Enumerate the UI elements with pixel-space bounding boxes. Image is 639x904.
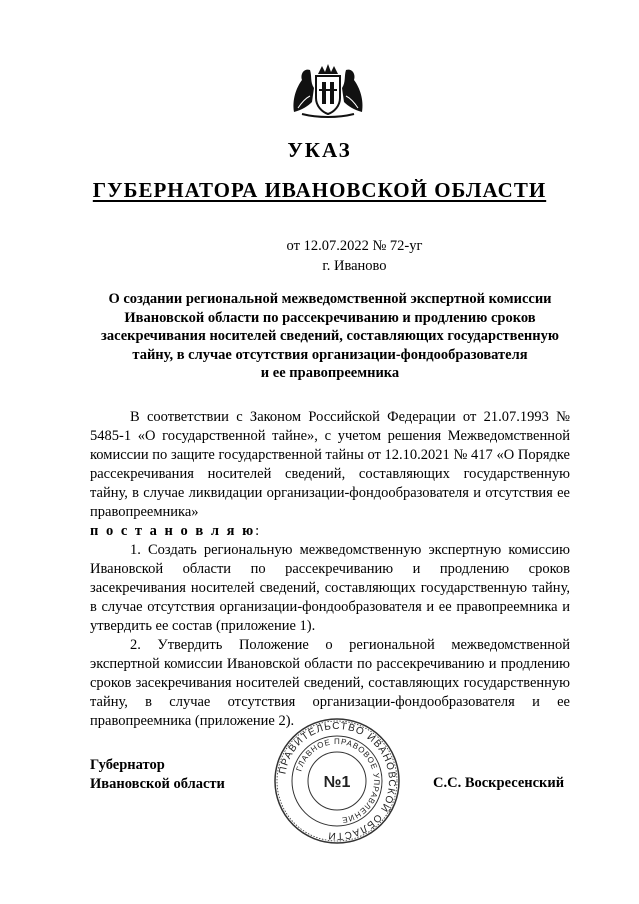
- subject-line: и ее правопреемника: [260, 365, 400, 381]
- item-paragraph-2: 2. Утвердить Положение о региональной межведомственной экспертной комиссии Ивановской области по рассекречиванию и продлению сроков засекречивания носителей сведений, составляющих государственную тайну, в случае отсутствия организации-фондообразователя и ее правопреемника (приложение 2).: [90, 637, 570, 729]
- preamble-text: В соответствии с Законом Российской Федерации от 21.07.1993 № 5485-1 «О государственной тайне», с учетом решения Межведомственной комиссии по защите государственной тайны от 12.10.2021 № 417 «О Порядке рассекречивания носителей сведений, составляющих государственную тайну, в случае ликвидации организации-фондообразователя и отсутствия ее правопреемника»: [90, 409, 570, 520]
- date-number: от 12.07.2022 № 72-уг: [286, 238, 423, 254]
- seal-number: №1: [323, 774, 351, 791]
- position-line: Губернатор: [90, 757, 165, 773]
- document-subject: [90, 290, 570, 383]
- signatory-position: [90, 756, 225, 794]
- document-body: [90, 408, 570, 731]
- coat-of-arms-icon: [288, 62, 368, 118]
- document-title: УКАЗ: [287, 138, 352, 162]
- item-paragraph-1: 1. Создать региональную межведомственную экспертную комиссию Ивановской области по рассекречиванию и продлению сроков засекречивания носителей сведений, составляющих государственную тайну, в случае отсутствия организации-фондообразователя и ее правопреемника и утвердить ее состав (приложение 1).: [90, 542, 570, 634]
- subject-line: тайну, в случае отсутствия организации-фондообразователя: [132, 346, 528, 363]
- seal-inner-text: ГЛАВНОЕ ПРАВОВОЕ УПРАВЛЕНИЕ: [294, 736, 382, 825]
- subject-line: засекречивания носителей сведений, составляющих государственную: [101, 328, 559, 344]
- subject-line: Ивановской области по рассекречиванию и продлению сроков: [124, 309, 536, 326]
- position-line: Ивановской области: [90, 776, 225, 792]
- official-seal-icon: [272, 716, 402, 846]
- decree-word: п о с т а н о в л я ю: [90, 523, 256, 539]
- seal-ring-text: ПРАВИТЕЛЬСТВО ИВАНОВСКОЙ ОБЛАСТИ: [277, 720, 398, 842]
- city: г. Иваново: [322, 258, 387, 274]
- document-subtitle: ГУБЕРНАТОРА ИВАНОВСКОЙ ОБЛАСТИ: [92, 178, 547, 202]
- decree-colon: :: [255, 523, 260, 539]
- decree-line: [90, 522, 570, 541]
- preamble-paragraph: [90, 408, 570, 522]
- signatory-name: С.С. Воскресенский: [433, 775, 565, 791]
- document-meta: [0, 236, 639, 276]
- subject-line: О создании региональной межведомственной экспертной комиссии: [108, 291, 552, 307]
